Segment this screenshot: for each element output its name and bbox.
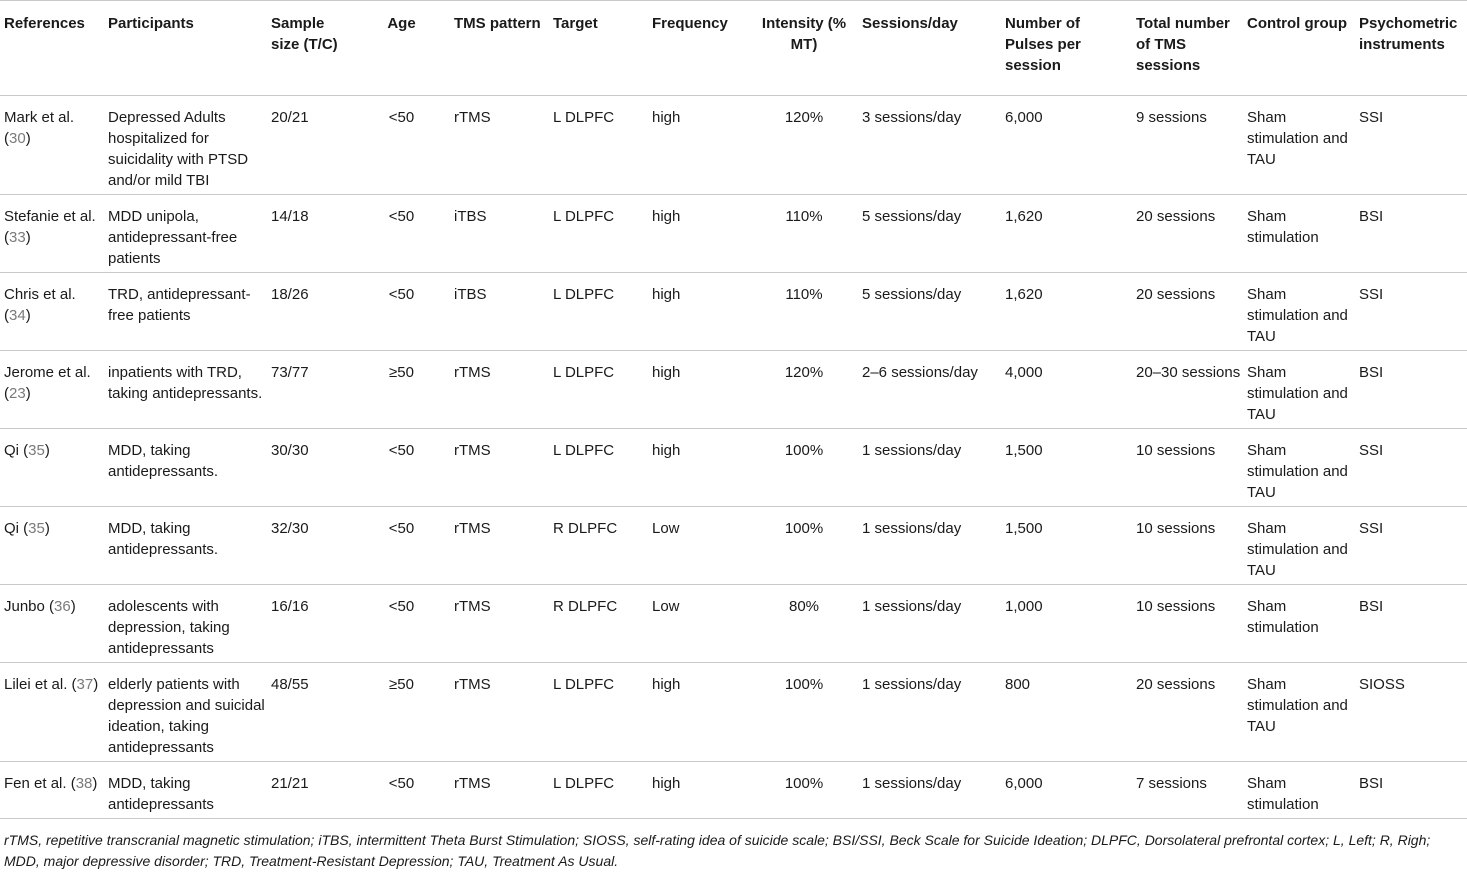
table-row	[0, 663, 1467, 762]
cell-control-group: Sham stimulation and TAU	[1243, 273, 1355, 351]
cell-intensity: 120%	[750, 96, 858, 195]
cell-control-group: Sham stimulation	[1243, 762, 1355, 819]
cell-target: R DLPFC	[549, 585, 648, 663]
cell-total-sessions: 9 sessions	[1132, 96, 1243, 195]
header-age: Age	[353, 1, 450, 96]
cell-intensity: 110%	[750, 273, 858, 351]
footnote-line-2: MDD, major depressive disorder; TRD, Treatment-Resistant Depression; TAU, Treatment As Usual.	[4, 853, 619, 869]
cell-sample-size: 18/26	[267, 273, 353, 351]
cell-tms-pattern: iTBS	[450, 195, 549, 273]
cell-reference: Fen et al. (38)	[0, 762, 104, 819]
cell-age: <50	[353, 273, 450, 351]
reference-author: Jerome et al.	[4, 364, 91, 381]
cell-sessions-per-day: 1 sessions/day	[858, 507, 1001, 585]
header-target: Target	[549, 1, 648, 96]
cell-control-group: Sham stimulation and TAU	[1243, 663, 1355, 762]
cell-target: L DLPFC	[549, 351, 648, 429]
cell-target: L DLPFC	[549, 762, 648, 819]
cell-reference: Junbo (36)	[0, 585, 104, 663]
table-body	[0, 96, 1467, 819]
reference-author: Fen et al.	[4, 775, 67, 792]
cell-frequency: Low	[648, 585, 750, 663]
reference-author: Lilei et al.	[4, 676, 68, 693]
reference-citation-link[interactable]: 35	[28, 520, 45, 537]
cell-sessions-per-day: 5 sessions/day	[858, 195, 1001, 273]
cell-intensity: 120%	[750, 351, 858, 429]
table-row	[0, 96, 1467, 195]
header-references: References	[0, 1, 104, 96]
footnote-line-1: rTMS, repetitive transcranial magnetic stimulation; iTBS, intermittent Theta Burst Stimulation; SIOSS, self-rating idea of suicide scale; BSI/SSI, Beck Scale for Suicide Ideation; DLPFC, Dorsolateral prefrontal cortex; L, Left; R, Righ;	[4, 832, 1431, 848]
cell-total-sessions: 20 sessions	[1132, 273, 1243, 351]
header-control-group: Control group	[1243, 1, 1355, 96]
cell-sample-size: 48/55	[267, 663, 353, 762]
header-pulses-per-session: Number of Pulses per session	[1001, 1, 1132, 96]
cell-reference: Chris et al. (34)	[0, 273, 104, 351]
cell-frequency: high	[648, 351, 750, 429]
cell-total-sessions: 10 sessions	[1132, 585, 1243, 663]
cell-tms-pattern: rTMS	[450, 96, 549, 195]
cell-frequency: high	[648, 195, 750, 273]
cell-pulses-per-session: 1,620	[1001, 273, 1132, 351]
cell-total-sessions: 10 sessions	[1132, 429, 1243, 507]
cell-psychometric-instrument: SSI	[1355, 96, 1467, 195]
table-row	[0, 195, 1467, 273]
header-tms-pattern: TMS pattern	[450, 1, 549, 96]
header-row	[0, 1, 1467, 96]
cell-reference: Qi (35)	[0, 507, 104, 585]
reference-citation-link[interactable]: 33	[9, 229, 26, 246]
cell-pulses-per-session: 1,500	[1001, 507, 1132, 585]
cell-pulses-per-session: 4,000	[1001, 351, 1132, 429]
cell-pulses-per-session: 1,620	[1001, 195, 1132, 273]
cell-intensity: 100%	[750, 762, 858, 819]
cell-tms-pattern: rTMS	[450, 351, 549, 429]
header-intensity: Intensity (% MT)	[750, 1, 858, 96]
cell-participants: MDD, taking antidepressants	[104, 762, 267, 819]
header-frequency: Frequency	[648, 1, 750, 96]
header-sample-size: Sample size (T/C)	[267, 1, 353, 96]
cell-intensity: 110%	[750, 195, 858, 273]
table-footnote	[0, 819, 1467, 872]
cell-target: L DLPFC	[549, 663, 648, 762]
cell-tms-pattern: rTMS	[450, 429, 549, 507]
cell-control-group: Sham stimulation	[1243, 195, 1355, 273]
reference-citation-link[interactable]: 37	[76, 676, 94, 693]
cell-control-group: Sham stimulation and TAU	[1243, 351, 1355, 429]
reference-author: Junbo	[4, 598, 45, 615]
cell-age: <50	[353, 762, 450, 819]
cell-participants: TRD, antidepressant-free patients	[104, 273, 267, 351]
cell-participants: Depressed Adults hospitalized for suicidality with PTSD and/or mild TBI	[104, 96, 267, 195]
cell-sample-size: 20/21	[267, 96, 353, 195]
reference-citation-link[interactable]: 35	[28, 442, 45, 459]
reference-citation-link[interactable]: 38	[75, 775, 93, 792]
cell-pulses-per-session: 1,500	[1001, 429, 1132, 507]
cell-age: <50	[353, 507, 450, 585]
cell-psychometric-instrument: BSI	[1355, 762, 1467, 819]
cell-participants: inpatients with TRD, taking antidepressants.	[104, 351, 267, 429]
table-row	[0, 762, 1467, 819]
reference-author: Mark et al.	[4, 109, 75, 126]
cell-psychometric-instrument: SSI	[1355, 507, 1467, 585]
cell-reference: Mark et al. (30)	[0, 96, 104, 195]
reference-author: Qi	[4, 442, 19, 459]
cell-age: <50	[353, 195, 450, 273]
cell-tms-pattern: iTBS	[450, 273, 549, 351]
cell-pulses-per-session: 1,000	[1001, 585, 1132, 663]
cell-tms-pattern: rTMS	[450, 585, 549, 663]
cell-sessions-per-day: 5 sessions/day	[858, 273, 1001, 351]
cell-intensity: 100%	[750, 663, 858, 762]
header-psychometric-instruments: Psychometric instruments	[1355, 1, 1467, 96]
cell-age: <50	[353, 96, 450, 195]
cell-age: <50	[353, 585, 450, 663]
cell-frequency: high	[648, 762, 750, 819]
cell-intensity: 80%	[750, 585, 858, 663]
cell-pulses-per-session: 6,000	[1001, 96, 1132, 195]
cell-sample-size: 30/30	[267, 429, 353, 507]
reference-citation-link[interactable]: 23	[9, 385, 26, 402]
table-row	[0, 507, 1467, 585]
cell-participants: elderly patients with depression and suicidal ideation, taking antidepressants	[104, 663, 267, 762]
cell-psychometric-instrument: SSI	[1355, 273, 1467, 351]
cell-control-group: Sham stimulation and TAU	[1243, 96, 1355, 195]
cell-sessions-per-day: 1 sessions/day	[858, 762, 1001, 819]
table-row	[0, 273, 1467, 351]
cell-sample-size: 73/77	[267, 351, 353, 429]
cell-reference: Jerome et al. (23)	[0, 351, 104, 429]
table-row	[0, 585, 1467, 663]
cell-psychometric-instrument: BSI	[1355, 351, 1467, 429]
cell-reference: Lilei et al. (37)	[0, 663, 104, 762]
table-row	[0, 351, 1467, 429]
reference-author: Chris et al.	[4, 286, 76, 303]
reference-citation-link[interactable]: 30	[9, 130, 26, 147]
cell-psychometric-instrument: SIOSS	[1355, 663, 1467, 762]
cell-target: L DLPFC	[549, 195, 648, 273]
cell-sessions-per-day: 1 sessions/day	[858, 663, 1001, 762]
cell-pulses-per-session: 6,000	[1001, 762, 1132, 819]
cell-intensity: 100%	[750, 429, 858, 507]
header-participants: Participants	[104, 1, 267, 96]
reference-citation-link[interactable]: 36	[54, 598, 71, 615]
cell-frequency: high	[648, 429, 750, 507]
cell-frequency: high	[648, 663, 750, 762]
cell-sessions-per-day: 3 sessions/day	[858, 96, 1001, 195]
cell-frequency: high	[648, 96, 750, 195]
cell-age: <50	[353, 429, 450, 507]
cell-reference: Stefanie et al. (33)	[0, 195, 104, 273]
cell-reference: Qi (35)	[0, 429, 104, 507]
reference-author: Qi	[4, 520, 19, 537]
cell-psychometric-instrument: SSI	[1355, 429, 1467, 507]
cell-psychometric-instrument: BSI	[1355, 585, 1467, 663]
cell-psychometric-instrument: BSI	[1355, 195, 1467, 273]
reference-author: Stefanie et al.	[4, 208, 96, 225]
cell-participants: adolescents with depression, taking antidepressants	[104, 585, 267, 663]
cell-total-sessions: 20 sessions	[1132, 663, 1243, 762]
cell-participants: MDD, taking antidepressants.	[104, 507, 267, 585]
cell-sessions-per-day: 2–6 sessions/day	[858, 351, 1001, 429]
cell-sample-size: 32/30	[267, 507, 353, 585]
header-total-sessions: Total number of TMS sessions	[1132, 1, 1243, 96]
cell-age: ≥50	[353, 351, 450, 429]
cell-frequency: Low	[648, 507, 750, 585]
cell-intensity: 100%	[750, 507, 858, 585]
cell-frequency: high	[648, 273, 750, 351]
cell-control-group: Sham stimulation and TAU	[1243, 429, 1355, 507]
reference-citation-link[interactable]: 34	[9, 307, 26, 324]
cell-participants: MDD unipola, antidepressant-free patients	[104, 195, 267, 273]
cell-tms-pattern: rTMS	[450, 663, 549, 762]
cell-participants: MDD, taking antidepressants.	[104, 429, 267, 507]
cell-age: ≥50	[353, 663, 450, 762]
cell-sessions-per-day: 1 sessions/day	[858, 585, 1001, 663]
cell-target: L DLPFC	[549, 96, 648, 195]
cell-tms-pattern: rTMS	[450, 507, 549, 585]
cell-target: L DLPFC	[549, 273, 648, 351]
cell-sessions-per-day: 1 sessions/day	[858, 429, 1001, 507]
cell-total-sessions: 7 sessions	[1132, 762, 1243, 819]
cell-control-group: Sham stimulation and TAU	[1243, 507, 1355, 585]
cell-total-sessions: 20 sessions	[1132, 195, 1243, 273]
cell-tms-pattern: rTMS	[450, 762, 549, 819]
cell-sample-size: 21/21	[267, 762, 353, 819]
cell-pulses-per-session: 800	[1001, 663, 1132, 762]
cell-sample-size: 14/18	[267, 195, 353, 273]
cell-target: L DLPFC	[549, 429, 648, 507]
cell-sample-size: 16/16	[267, 585, 353, 663]
table-row	[0, 429, 1467, 507]
header-sessions-per-day: Sessions/day	[858, 1, 1001, 96]
cell-total-sessions: 10 sessions	[1132, 507, 1243, 585]
cell-target: R DLPFC	[549, 507, 648, 585]
cell-control-group: Sham stimulation	[1243, 585, 1355, 663]
cell-total-sessions: 20–30 sessions	[1132, 351, 1243, 429]
